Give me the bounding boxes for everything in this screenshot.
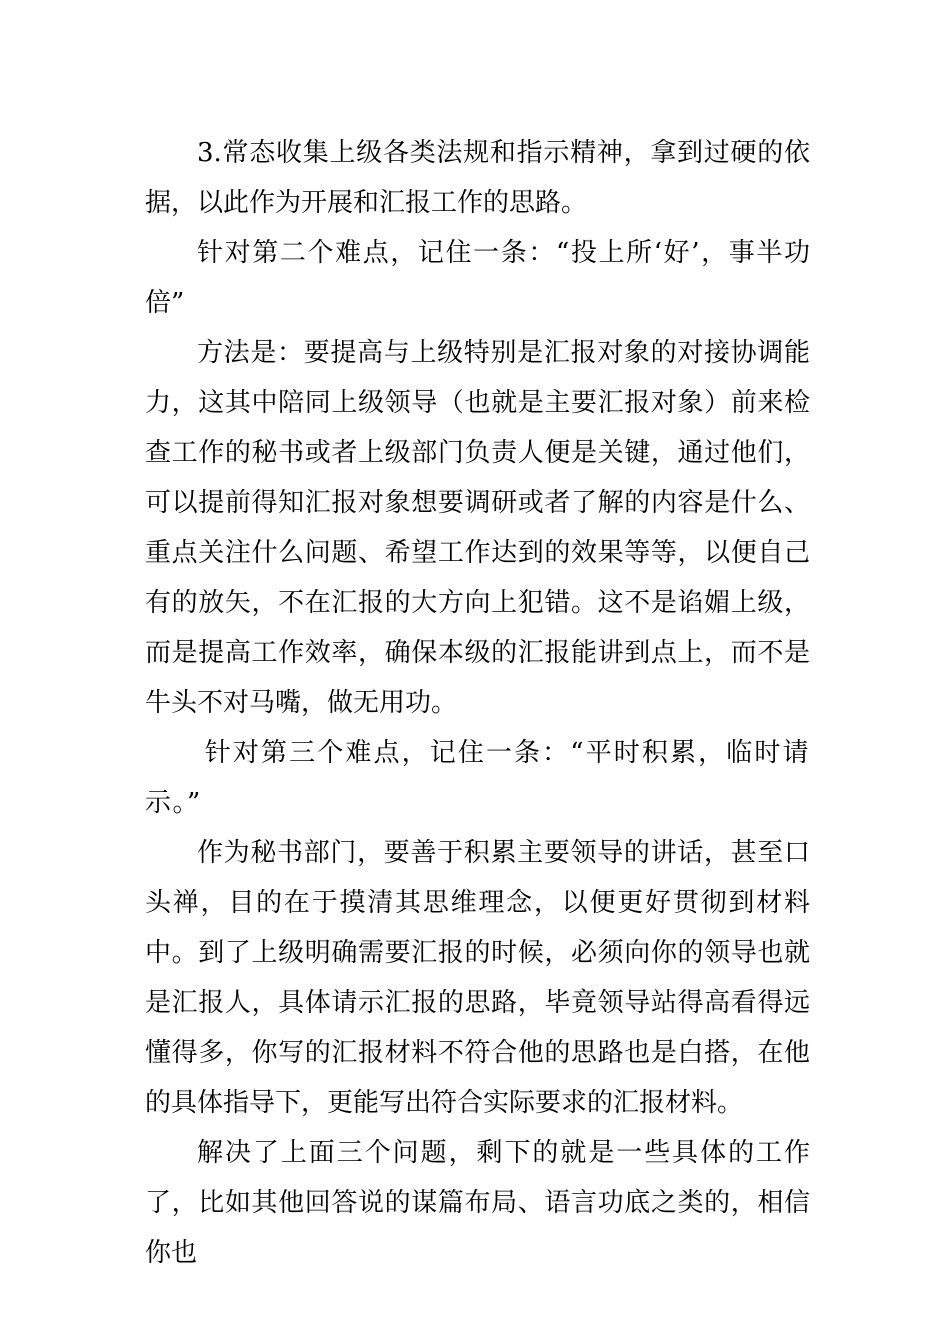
paragraph-second-difficulty: 针对第二个难点，记住一条：“投上所‘好’，事半功倍” bbox=[145, 238, 810, 318]
paragraph-conclusion: 解决了上面三个问题，剩下的就是一些具体的工作了，比如其他回答说的谋篇布局、语言功底之类的，相信你也 bbox=[145, 1138, 810, 1268]
paragraph-regulations: 3.常态收集上级各类法规和指示精神，拿到过硬的依据，以此作为开展和汇报工作的思路。 bbox=[145, 138, 810, 218]
paragraph-secretary-department: 作为秘书部门，要善于积累主要领导的讲话，甚至口头禅，目的在于摸清其思维理念，以便更好贯彻到材料中。到了上级明确需要汇报的时候，必须向你的领导也就是汇报人，具体请示汇报的思路，毕竟领导站得高看得远懂得多，你写的汇报材料不符合他的思路也是白搭，在他的具体指导下，更能写出符合实际要求的汇报材料。 bbox=[145, 838, 810, 1118]
document-body bbox=[145, 128, 810, 1278]
paragraph-third-difficulty: 针对第三个难点，记住一条：“平时积累，临时请示。” bbox=[145, 738, 810, 818]
paragraph-method: 方法是：要提高与上级特别是汇报对象的对接协调能力，这其中陪同上级领导（也就是主要汇报对象）前来检查工作的秘书或者上级部门负责人便是关键，通过他们，可以提前得知汇报对象想要调研或者了解的内容是什么、重点关注什么问题、希望工作达到的效果等等，以便自己有的放矢，不在汇报的大方向上犯错。这不是谄媚上级，而是提高工作效率，确保本级的汇报能讲到点上，而不是牛头不对马嘴，做无用功。 bbox=[145, 338, 810, 718]
